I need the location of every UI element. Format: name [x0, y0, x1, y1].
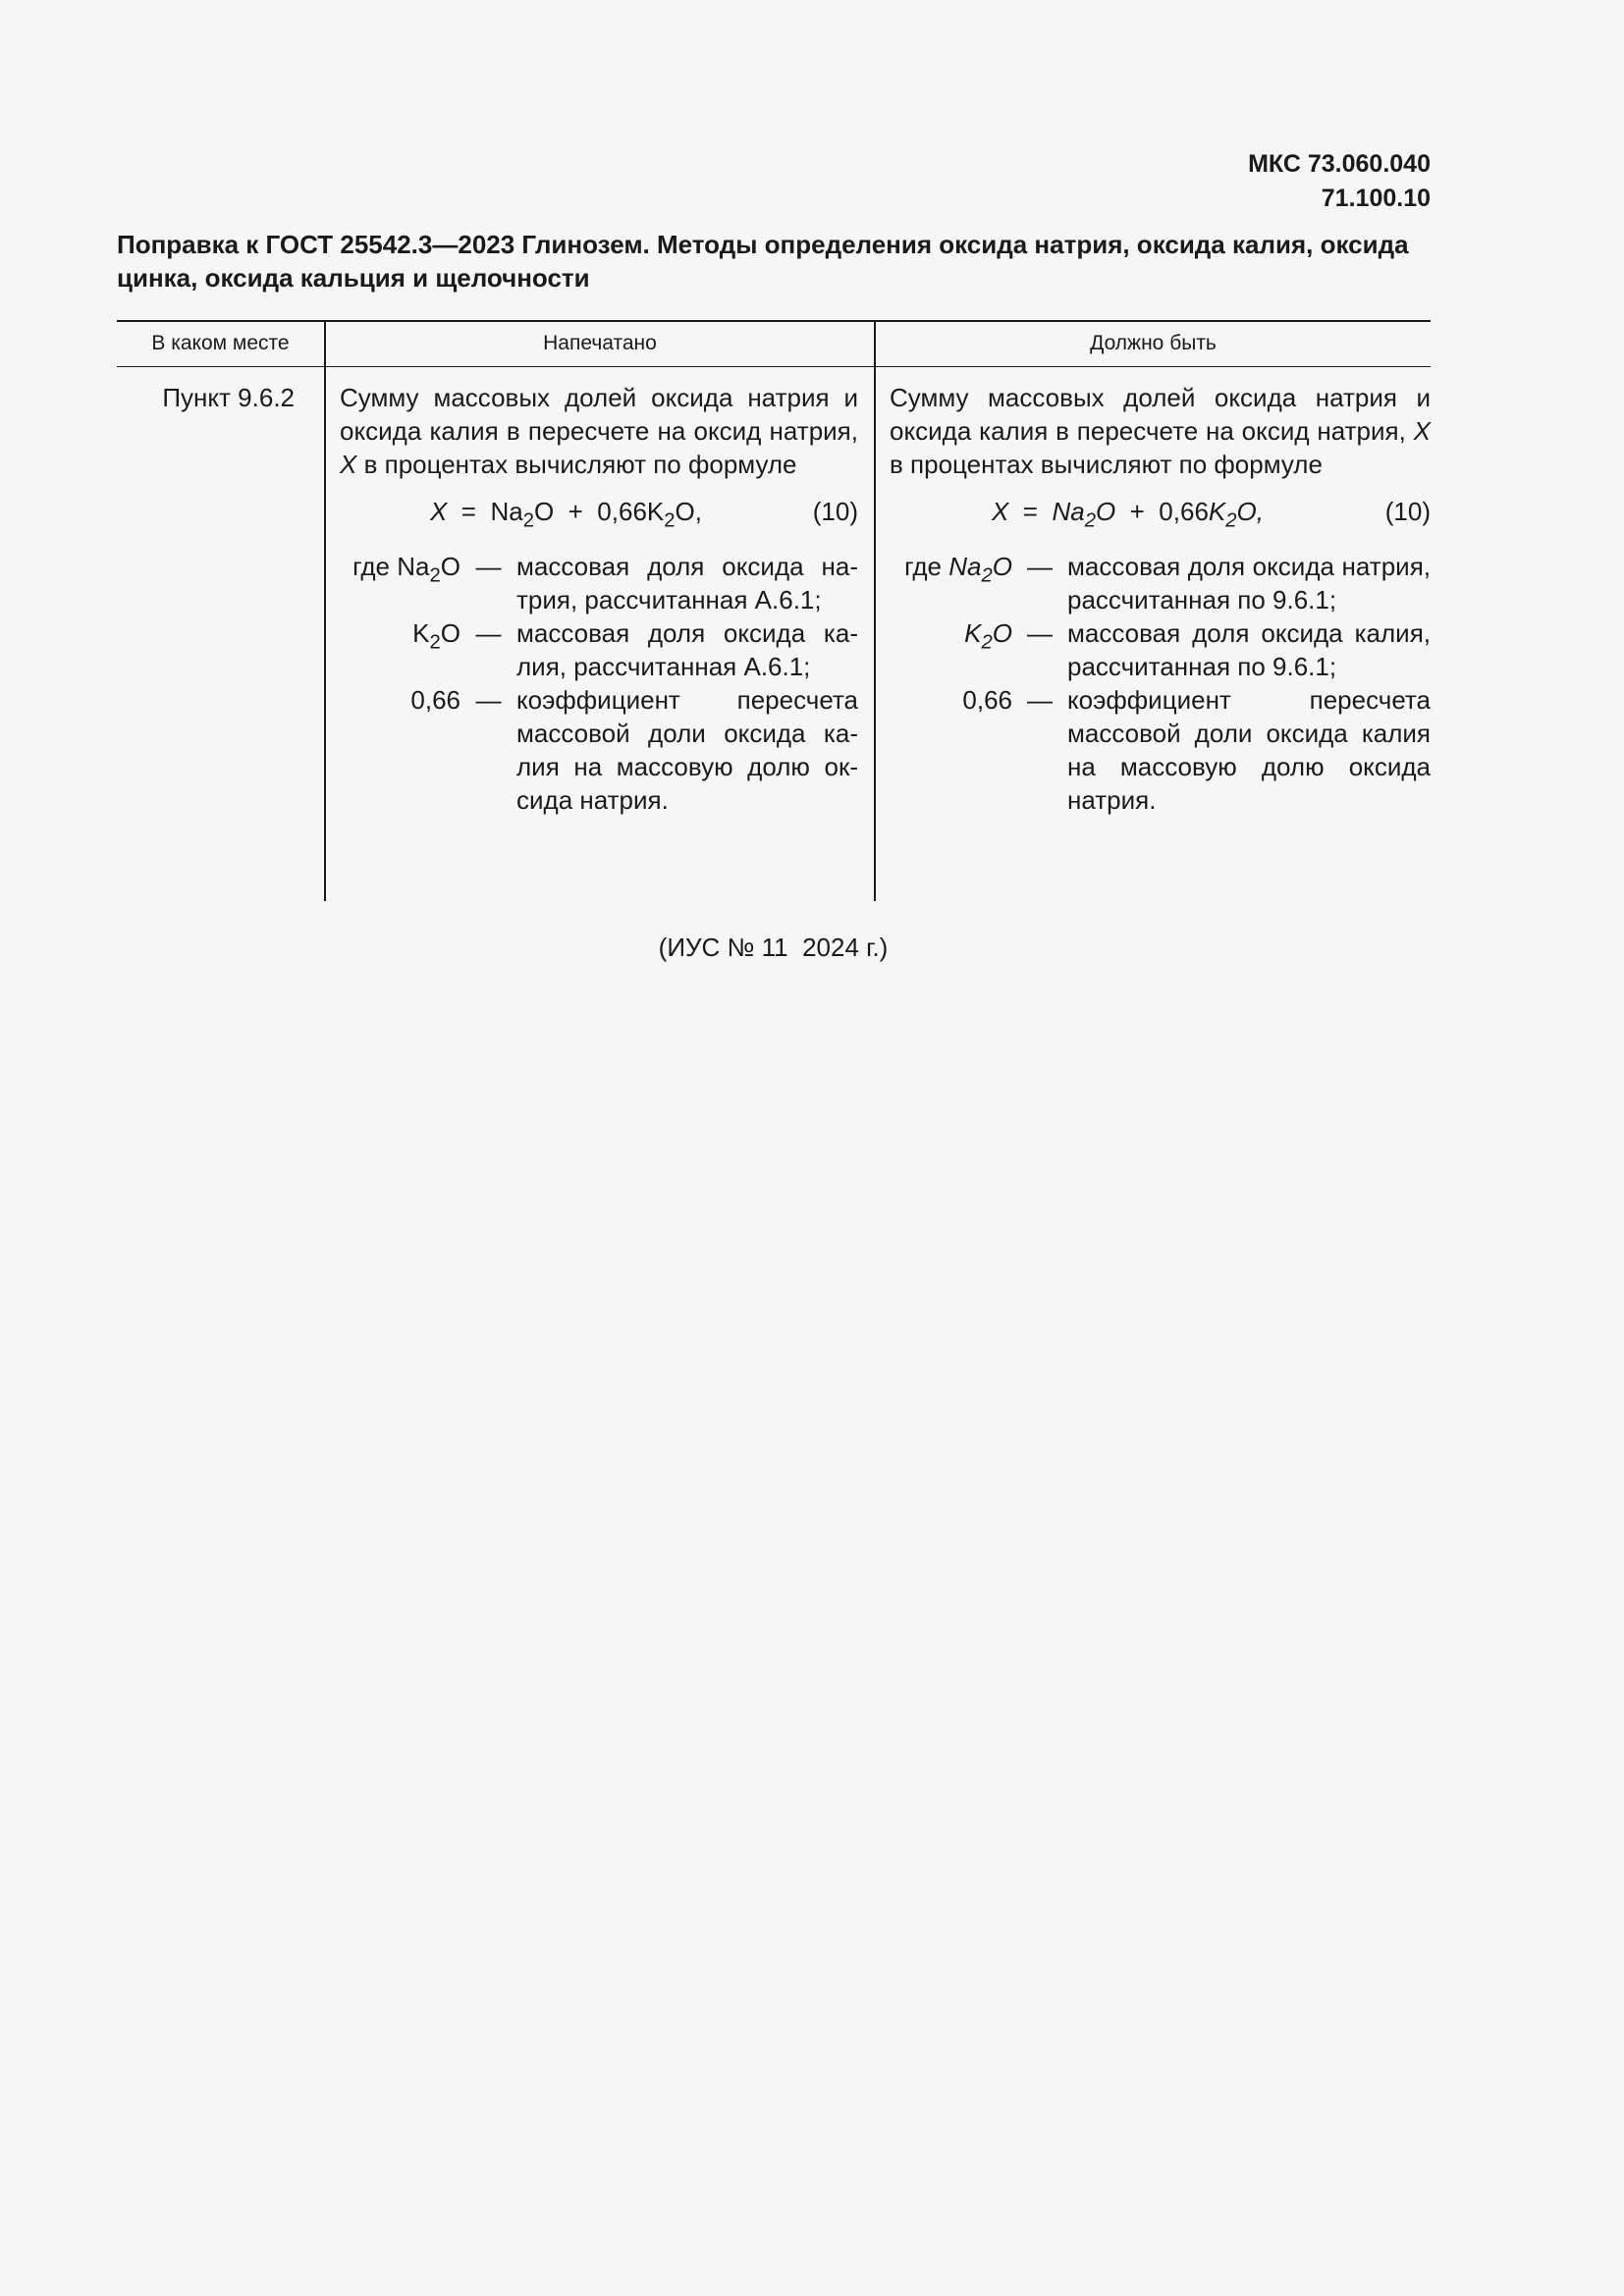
column-divider-2	[874, 320, 876, 901]
formula-na: Na	[1052, 497, 1085, 526]
printed-formula	[340, 495, 858, 532]
where-term	[890, 616, 1012, 683]
formula-subscript: 2	[522, 509, 534, 532]
where-term-subscript: 2	[429, 631, 441, 654]
column-header-corrected: Должно быть	[1090, 332, 1217, 354]
mks-codes	[1248, 147, 1431, 216]
where-term-suffix: O	[992, 618, 1012, 648]
amendment-table	[117, 320, 1431, 901]
corrected-where-list	[890, 550, 1431, 817]
where-term-base: K	[412, 618, 430, 648]
where-term-subscript: 2	[429, 564, 441, 587]
where-term-prefix: где	[904, 552, 949, 581]
column-header-printed: Напечатано	[543, 332, 657, 354]
printed-intro-text-1: Сумму массовых долей оксида натрия и оксида калия в пересчете на оксид натрия,	[340, 383, 858, 446]
formula-subscript: 2	[664, 509, 676, 532]
where-term-suffix: O	[440, 552, 460, 581]
where-term-base: Na	[397, 552, 430, 581]
corrected-cell	[890, 381, 1431, 817]
where-term: 0,66	[410, 685, 460, 715]
mks-code-line-1: МКС 73.060.040	[1248, 150, 1431, 178]
where-term: 0,66	[962, 685, 1012, 715]
printed-formula-expression	[430, 495, 702, 532]
mks-code-line-2: 71.100.10	[1321, 185, 1431, 212]
formula-subscript: 2	[1225, 509, 1237, 532]
corrected-intro	[890, 381, 1431, 481]
where-dash: —	[475, 685, 502, 715]
where-term-subscript: 2	[981, 564, 993, 587]
amendment-title: Поправка к ГОСТ 25542.3—2023 Глинозем. Методы определения оксида натрия, оксида калия, оксида цинка, оксида кальция и щелочности	[117, 230, 1409, 293]
corrected-intro-variable: X	[1413, 416, 1431, 446]
where-dash: —	[1027, 552, 1053, 581]
ius-reference: (ИУС № 11 2024 г.)	[658, 933, 889, 962]
where-term-suffix: O	[992, 552, 1012, 581]
where-term	[890, 550, 1012, 616]
where-term-suffix: O	[440, 618, 460, 648]
where-dash: —	[1027, 685, 1053, 715]
formula-k: K	[1208, 497, 1226, 526]
where-term-base: K	[964, 618, 982, 648]
printed-intro	[340, 381, 858, 481]
formula-coefficient: 0,66	[597, 497, 647, 526]
where-dash: —	[475, 552, 502, 581]
corrected-intro-text-1: Сумму массовых долей оксида натрия и оксида калия в пересчете на оксид натрия,	[890, 383, 1431, 446]
where-description: коэффициент пересчета массовой доли оксида калия на массовую долю оксида натрия.	[516, 685, 858, 815]
formula-subscript: 2	[1084, 509, 1096, 532]
table-header-rule	[117, 366, 1431, 367]
where-dash: —	[475, 618, 502, 648]
where-term	[340, 550, 460, 616]
formula-variable-x: X	[430, 497, 448, 526]
row-place: Пункт 9.6.2	[162, 383, 295, 412]
corrected-intro-text-2: в процентах вычисляют по формуле	[890, 450, 1323, 479]
formula-na: Na	[490, 497, 523, 526]
column-header-place: В каком месте	[151, 332, 290, 354]
corrected-formula-number: (10)	[1384, 497, 1431, 526]
formula-equals: =	[460, 497, 476, 526]
column-divider-1	[324, 320, 326, 901]
formula-plus: +	[568, 497, 583, 526]
where-description: коэффициент пересчета массовой доли оксида калия на массовую долю оксида натрия.	[1067, 685, 1431, 815]
where-description: массовая доля оксида натрия, рассчитанная по 9.6.1;	[1067, 552, 1431, 614]
formula-plus: +	[1129, 497, 1145, 526]
where-term-subscript: 2	[981, 631, 993, 654]
formula-k: K	[646, 497, 665, 526]
formula-o: O	[1095, 497, 1116, 526]
where-description: массовая доля оксида калия, рассчитанная по 9.6.1;	[1067, 618, 1431, 681]
printed-intro-variable: X	[340, 450, 357, 479]
formula-coefficient: 0,66	[1159, 497, 1209, 526]
where-dash: —	[1027, 618, 1053, 648]
where-description: массовая доля оксида калия, рассчитанная А.6.1;	[516, 618, 858, 681]
where-description: массовая доля оксида натрия, рассчитанная А.6.1;	[516, 552, 858, 614]
corrected-formula	[890, 495, 1431, 532]
formula-o: O	[533, 497, 555, 526]
where-term	[340, 616, 460, 683]
where-term-base: Na	[948, 552, 982, 581]
formula-o: O,	[1236, 497, 1264, 526]
corrected-formula-expression	[992, 495, 1264, 532]
printed-cell	[340, 381, 858, 817]
formula-o: O,	[675, 497, 702, 526]
printed-where-list	[340, 550, 858, 817]
formula-equals: =	[1022, 497, 1038, 526]
where-term-prefix: где	[352, 552, 398, 581]
printed-intro-text-2: в процентах вычисляют по формуле	[363, 450, 797, 479]
formula-variable-x: X	[992, 497, 1009, 526]
printed-formula-number: (10)	[812, 497, 858, 526]
